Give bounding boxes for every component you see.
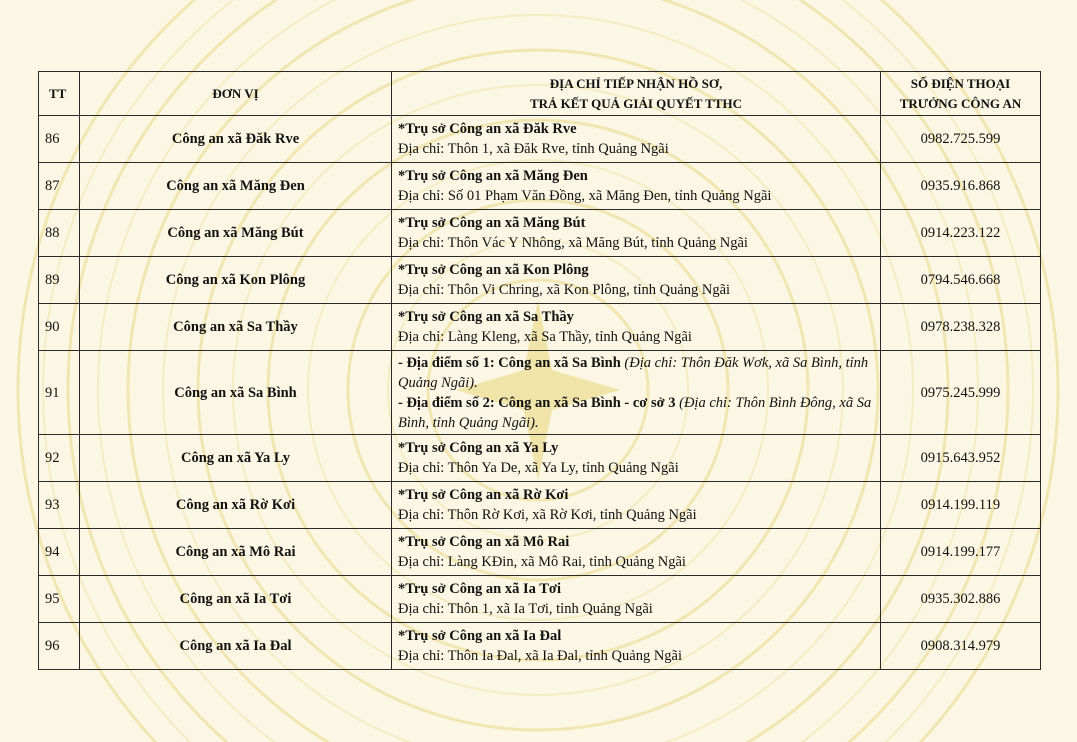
table-row [39,210,1041,257]
table-header-row [39,72,1041,116]
location-2-address: (Địa chỉ: Thôn Bình Đông, xã Sa Bình, tỉnh Quảng Ngãi). [398,394,872,431]
table-row [39,351,1041,435]
row-office: *Trụ sở Công an xã Đăk Rve [398,121,577,137]
row-phone: 0975.245.999 [881,351,1041,435]
row-phone: 0978.238.328 [881,304,1041,351]
row-address-text: Địa chỉ: Làng KĐin, xã Mô Rai, tỉnh Quảng Ngãi [398,554,686,570]
row-tt: 88 [39,210,80,257]
row-tt: 86 [39,116,80,163]
location-1-label: - Địa điểm số 1: Công an xã Sa Bình [398,354,625,371]
row-address [392,116,881,163]
table-row [39,576,1041,623]
table-row [39,257,1041,304]
location-1 [398,353,874,393]
row-unit: Công an xã Sa Thầy [80,304,392,351]
row-address-text: Địa chỉ: Số 01 Phạm Văn Đồng, xã Măng Đen, tỉnh Quảng Ngãi [398,188,772,204]
location-1-address: (Địa chỉ: Thôn Đăk Wơk, xã Sa Bình, tỉnh Quảng Ngãi). [398,354,869,391]
row-address [392,576,881,623]
row-phone: 0935.916.868 [881,163,1041,210]
header-phone-line1: SỐ ĐIỆN THOẠI [910,75,1011,91]
row-address-text: Địa chỉ: Thôn 1, xã Ia Tơi, tỉnh Quảng Ngãi [398,601,653,617]
row-address-text: Địa chỉ: Làng Kleng, xã Sa Thầy, tỉnh Quảng Ngãi [398,329,692,345]
row-unit: Công an xã Măng Bút [80,210,392,257]
table-row [39,116,1041,163]
row-phone: 0914.199.119 [881,482,1041,529]
row-office: *Trụ sở Công an xã Ia Đal [398,628,562,644]
row-address [392,210,881,257]
row-phone: 0935.302.886 [881,576,1041,623]
header-phone-line2: TRƯỞNG CÔNG AN [899,95,1022,111]
row-tt: 96 [39,623,80,670]
row-address-text: Địa chỉ: Thôn 1, xã Đăk Rve, tỉnh Quảng Ngãi [398,141,669,157]
row-office: *Trụ sở Công an xã Măng Bút [398,215,586,231]
table-row [39,623,1041,670]
police-contact-table [38,71,1041,670]
row-unit: Công an xã Măng Đen [80,163,392,210]
row-address [392,304,881,351]
row-office: *Trụ sở Công an xã Sa Thầy [398,309,574,325]
row-unit: Công an xã Ia Đal [80,623,392,670]
table-row [39,304,1041,351]
row-tt: 93 [39,482,80,529]
row-address-text: Địa chỉ: Thôn Vác Y Nhông, xã Măng Bút, tỉnh Quảng Ngãi [398,235,748,251]
row-phone: 0908.314.979 [881,623,1041,670]
location-2 [398,393,874,433]
row-office: *Trụ sở Công an xã Măng Đen [398,168,588,184]
row-tt: 90 [39,304,80,351]
header-address-line2: TRẢ KẾT QUẢ GIẢI QUYẾT TTHC [529,95,743,111]
table-row [39,435,1041,482]
row-unit: Công an xã Kon Plông [80,257,392,304]
row-address [392,163,881,210]
row-phone: 0914.199.177 [881,529,1041,576]
row-unit: Công an xã Rờ Kơi [80,482,392,529]
table-row [39,482,1041,529]
row-address [392,623,881,670]
row-tt: 87 [39,163,80,210]
table-row [39,163,1041,210]
row-address [392,482,881,529]
row-unit: Công an xã Ya Ly [80,435,392,482]
row-tt: 89 [39,257,80,304]
row-office: *Trụ sở Công an xã Kon Plông [398,262,589,278]
row-address-text: Địa chỉ: Thôn Vi Chring, xã Kon Plông, tỉnh Quảng Ngãi [398,282,731,298]
row-office: *Trụ sở Công an xã Mô Rai [398,534,570,550]
row-office: *Trụ sở Công an xã Rờ Kơi [398,487,569,503]
row-unit: Công an xã Đăk Rve [80,116,392,163]
row-phone: 0794.546.668 [881,257,1041,304]
row-tt: 92 [39,435,80,482]
row-tt: 91 [39,351,80,435]
row-address-text: Địa chỉ: Thôn Rờ Kơi, xã Rờ Kơi, tỉnh Quảng Ngãi [398,507,697,523]
row-address-text: Địa chỉ: Thôn Ia Đal, xã Ia Đal, tỉnh Quảng Ngãi [398,648,683,664]
row-address [392,435,881,482]
row-address [392,529,881,576]
row-phone: 0915.643.952 [881,435,1041,482]
row-address-text: Địa chỉ: Thôn Ya De, xã Ya Ly, tỉnh Quảng Ngãi [398,460,679,476]
header-address [392,72,881,116]
table-row [39,529,1041,576]
row-tt: 95 [39,576,80,623]
row-address [392,351,881,435]
row-tt: 94 [39,529,80,576]
header-unit: ĐƠN VỊ [80,72,392,116]
row-address [392,257,881,304]
row-phone: 0982.725.599 [881,116,1041,163]
location-2-label: - Địa điểm số 2: Công an xã Sa Bình - cơ sở 3 [398,394,680,411]
row-unit: Công an xã Ia Tơi [80,576,392,623]
header-phone [881,72,1041,116]
row-office: *Trụ sở Công an xã Ia Tơi [398,581,561,597]
row-office: *Trụ sở Công an xã Ya Ly [398,440,559,456]
row-unit: Công an xã Mô Rai [80,529,392,576]
row-unit: Công an xã Sa Bình [80,351,392,435]
header-tt: TT [39,72,80,116]
header-address-line1: ĐỊA CHỈ TIẾP NHẬN HỒ SƠ, [549,75,723,91]
row-phone: 0914.223.122 [881,210,1041,257]
